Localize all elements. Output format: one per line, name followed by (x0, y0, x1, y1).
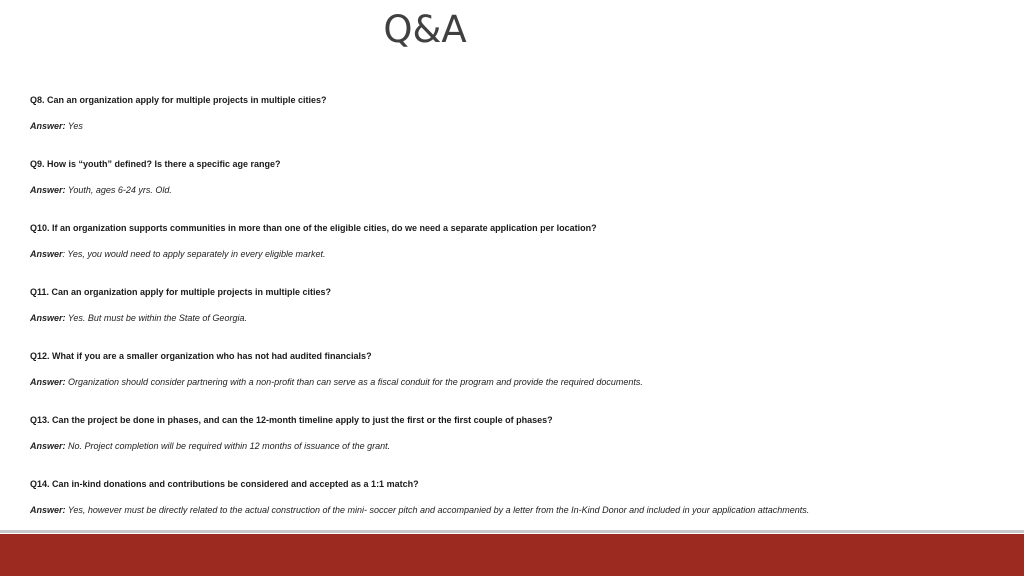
answer-label: Answer (30, 249, 63, 259)
answer-text: Youth, ages 6-24 yrs. Old. (65, 185, 172, 195)
qa-item-q11 (30, 287, 1010, 351)
answer-label: Answer: (30, 377, 66, 387)
answer-line (30, 505, 1010, 516)
question-text: Q12. What if you are a smaller organization who has not had audited financials? (30, 351, 372, 361)
answer-line (30, 377, 1010, 388)
question-text: Q8. Can an organization apply for multiple projects in multiple cities? (30, 95, 327, 105)
answer-text: Yes, however must be directly related to the actual construction of the mini- soccer pitch and accompanied by a letter from the In-Kind Donor and included in your application attachments. (65, 505, 810, 515)
qa-item-q10 (30, 223, 1010, 287)
answer-label: Answer: (30, 505, 66, 515)
answer-line (30, 249, 1010, 260)
answer-text: Yes. But must be within the State of Georgia. (65, 313, 247, 323)
answer-label: Answer: (30, 441, 66, 451)
answer-text: : Yes, you would need to apply separately in every eligible market. (62, 249, 326, 259)
question-text: Q10. If an organization supports communities in more than one of the eligible cities, do we need a separate application per location? (30, 223, 597, 233)
qa-list (30, 95, 1010, 543)
qa-item-q12 (30, 351, 1010, 415)
qa-item-q13 (30, 415, 1010, 479)
answer-text: No. Project completion will be required within 12 months of issuance of the grant. (65, 441, 391, 451)
answer-line (30, 441, 1010, 452)
question-text: Q11. Can an organization apply for multiple projects in multiple cities? (30, 287, 332, 297)
answer-line (30, 121, 1010, 132)
answer-label: Answer: (30, 185, 66, 195)
answer-line (30, 313, 1010, 324)
slide-title: Q&A (383, 8, 467, 51)
footer-divider (0, 530, 1024, 533)
question-text: Q13. Can the project be done in phases, and can the 12-month timeline apply to just the first or the first couple of phases? (30, 415, 553, 425)
footer-bar (0, 534, 1024, 576)
qa-item-q9 (30, 159, 1010, 223)
answer-label: Answer: (30, 313, 66, 323)
qa-item-q8 (30, 95, 1010, 159)
question-text: Q9. How is “youth” defined? Is there a specific age range? (30, 159, 281, 169)
answer-line (30, 185, 1010, 196)
answer-text: Yes (65, 121, 83, 131)
answer-text: Organization should consider partnering with a non-profit than can serve as a fiscal conduit for the program and provide the required documents. (65, 377, 643, 387)
question-text: Q14. Can in-kind donations and contributions be considered and accepted as a 1:1 match? (30, 479, 419, 489)
answer-label: Answer: (30, 121, 66, 131)
